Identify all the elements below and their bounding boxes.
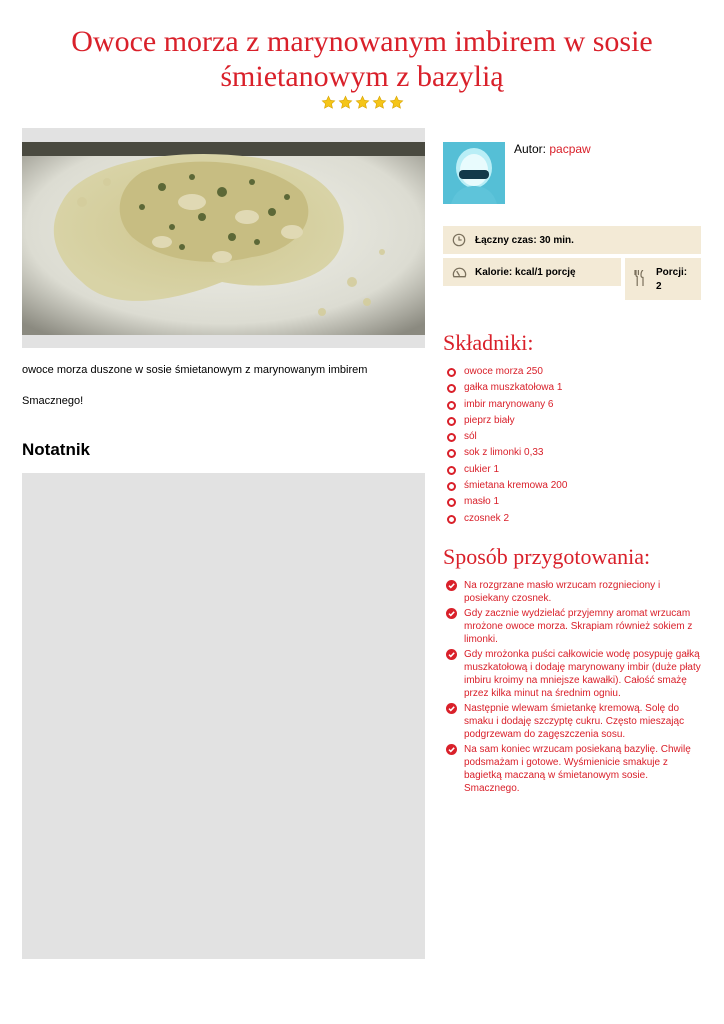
method-heading: Sposób przygotowania: [443, 544, 651, 569]
method-step: Następnie wlewam śmietankę kremową. Solę do smaku i dodaję szczyptę cukru. Często mieszając podgrzewam do zagęszczenia sosu. [446, 702, 702, 741]
ingredient-item: sól [447, 429, 567, 445]
ingredient-item: sok z limonki 0,33 [447, 445, 567, 461]
author-line [514, 142, 591, 156]
author-label: Autor: [514, 142, 547, 156]
bullet-icon [447, 482, 456, 491]
bullet-icon [447, 384, 456, 393]
check-icon [446, 649, 457, 660]
recipe-title: Owoce morza z marynowanym imbirem w sosie śmietanowym z bazylią [71, 25, 653, 93]
calories: Kalorie: kcal/1 porcję [475, 267, 576, 278]
portions-label: Porcji: [656, 267, 688, 278]
method-steps [446, 579, 702, 797]
cutlery-icon [634, 270, 646, 286]
calories-box [443, 258, 621, 286]
star-icon [338, 95, 353, 110]
clock-icon [452, 233, 466, 247]
total-time: Łączny czas: 30 min. [475, 235, 574, 246]
ingredients-list [447, 364, 567, 527]
ingredient-item: śmietana kremowa 200 [447, 478, 567, 494]
star-icon [355, 95, 370, 110]
ingredient-item: imbir marynowany 6 [447, 397, 567, 413]
ingredient-item: gałka muszkatołowa 1 [447, 380, 567, 396]
star-icon [321, 95, 336, 110]
notes-heading: Notatnik [22, 440, 90, 459]
portions-box [625, 258, 701, 300]
method-step: Na sam koniec wrzucam posiekaną bazylię. Chwilę podsmażam i gotowe. Wyśmienicie smakuje z bagietką maczaną w śmietanowym sosie. Smacznego. [446, 743, 702, 795]
recipe-description: owoce morza duszone w sosie śmietanowym z marynowanym imbirem [22, 364, 368, 376]
check-icon [446, 703, 457, 714]
gauge-icon [452, 265, 467, 279]
bullet-icon [447, 466, 456, 475]
ingredient-item: masło 1 [447, 494, 567, 510]
star-icon [389, 95, 404, 110]
ingredient-item: owoce morza 250 [447, 364, 567, 380]
bullet-icon [447, 401, 456, 410]
bullet-icon [447, 498, 456, 507]
check-icon [446, 744, 457, 755]
ingredient-item: pieprz biały [447, 413, 567, 429]
bullet-icon [447, 417, 456, 426]
method-step: Gdy mrożonka puści całkowicie wodę posypuję gałką muszkatołową i dodaję marynowany imbir (duże płaty imbiru kroimy na mniejsze kawałki). Całość smażę przez kilka minut na średnim ogniu. [446, 648, 702, 700]
ingredient-item: czosnek 2 [447, 511, 567, 527]
ingredient-item: cukier 1 [447, 462, 567, 478]
check-icon [446, 608, 457, 619]
recipe-photo [22, 142, 425, 335]
rating-stars [0, 95, 724, 110]
method-step: Gdy zacznie wydzielać przyjemny aromat wrzucam mrożone owoce morza. Skrapiam również sokiem z limonki. [446, 607, 702, 646]
total-time-box [443, 226, 701, 254]
bullet-icon [447, 368, 456, 377]
author-avatar[interactable] [443, 142, 505, 204]
portions-value: 2 [656, 281, 662, 292]
ingredients-heading: Składniki: [443, 330, 534, 355]
method-step: Na rozgrzane masło wrzucam rozgnieciony i posiekany czosnek. [446, 579, 702, 605]
bullet-icon [447, 515, 456, 524]
star-icon [372, 95, 387, 110]
bullet-icon [447, 433, 456, 442]
check-icon [446, 580, 457, 591]
author-link[interactable]: pacpaw [549, 142, 591, 156]
closing-text: Smacznego! [22, 395, 84, 407]
bullet-icon [447, 449, 456, 458]
